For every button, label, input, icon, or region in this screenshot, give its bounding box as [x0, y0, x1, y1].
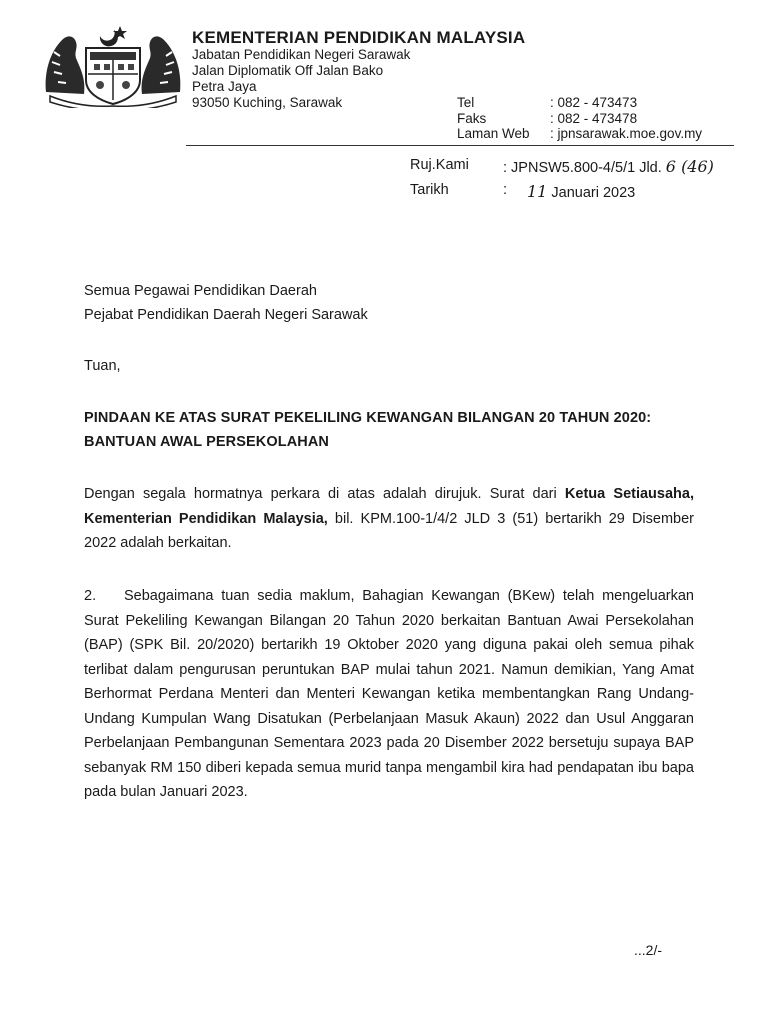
- recipient-line: Pejabat Pendidikan Daerah Negeri Sarawak: [84, 307, 368, 323]
- address-line: Petra Jaya: [192, 79, 257, 94]
- contact-label-fax: Faks: [457, 111, 487, 126]
- paragraph-2: [84, 584, 694, 805]
- contact-value-tel: : 082 - 473473: [550, 95, 638, 110]
- page-continuation: ...2/-: [634, 942, 663, 958]
- address-line: 93050 Kuching, Sarawak: [192, 95, 343, 110]
- reference-handwritten: 6 (46): [665, 157, 714, 176]
- date-label: Tarikh: [410, 182, 449, 198]
- malaysia-coat-of-arms-icon: [40, 22, 186, 108]
- date-colon: :: [503, 182, 508, 198]
- paragraph-bold-text: Ketua Setiausaha, Kementerian Pendidikan Malaysia,: [84, 486, 694, 527]
- letterhead-divider: [186, 145, 734, 146]
- salutation: Tuan,: [84, 358, 121, 374]
- reference-value: [503, 157, 714, 176]
- reference-number: : JPNSW5.800-4/5/1 Jld.: [503, 160, 666, 176]
- contact-value-fax: : 082 - 473478: [550, 111, 638, 126]
- date-value: [527, 182, 635, 201]
- reference-label: Ruj.Kami: [410, 157, 469, 173]
- contact-label-web: Laman Web: [457, 126, 530, 141]
- paragraph-text: Sebagaimana tuan sedia maklum, Bahagian Kewangan (BKew) telah mengeluarkan Surat Pekeliling Kewangan Bilangan 20 Tahun 2020 berkaitan Bantuan Awai Persekolahan (BAP) (SPK Bil. 20/2020) bertarikh 19 Oktober 2020 yang diguna pakai oleh semua pihak terlibat dalam pengurusan peruntukan BAP mulai tahun 2021. Namun demikian, Yang Amat Berhormat Perdana Menteri dan Menteri Kewangan ketika membentangkan Rang Undang-Undang Kumpulan Wang Disatukan (Perbelanjaan Masuk Akaun) 2022 dan Usul Anggaran Perbelanjaan Pembangunan Sementara 2023 pada 20 Disember 2022 bersetuju supaya BAP sebanyak RM 150 diberi kepada semua murid tanpa mengambil kira had pendapatan ibu bapa pada bulan Januari 2023.: [84, 588, 694, 800]
- paragraph-number: 2.: [84, 588, 97, 604]
- address-line: Jabatan Pendidikan Negeri Sarawak: [192, 47, 411, 62]
- paragraph-text: Dengan segala hormatnya perkara di atas adalah dirujuk. Surat dari: [84, 486, 565, 502]
- subject-line: BANTUAN AWAL PERSEKOLAHAN: [84, 434, 329, 450]
- recipient-line: Semua Pegawai Pendidikan Daerah: [84, 283, 317, 299]
- address-line: Jalan Diplomatik Off Jalan Bako: [192, 63, 384, 78]
- subject-line: PINDAAN KE ATAS SURAT PEKELILING KEWANGAN BILANGAN 20 TAHUN 2020:: [84, 410, 652, 426]
- date-day-handwritten: 11: [527, 182, 548, 201]
- contact-label-tel: Tel: [457, 95, 475, 110]
- paragraph-1: [84, 482, 694, 556]
- date-month-year: Januari 2023: [547, 185, 636, 201]
- organisation-name: KEMENTERIAN PENDIDIKAN MALAYSIA: [192, 28, 526, 47]
- paragraph-text: bil. KPM.100-1/4/2 JLD 3 (51) bertarikh 29 Disember 2022 adalah berkaitan.: [84, 510, 694, 551]
- contact-value-web: : jpnsarawak.moe.gov.my: [550, 126, 703, 141]
